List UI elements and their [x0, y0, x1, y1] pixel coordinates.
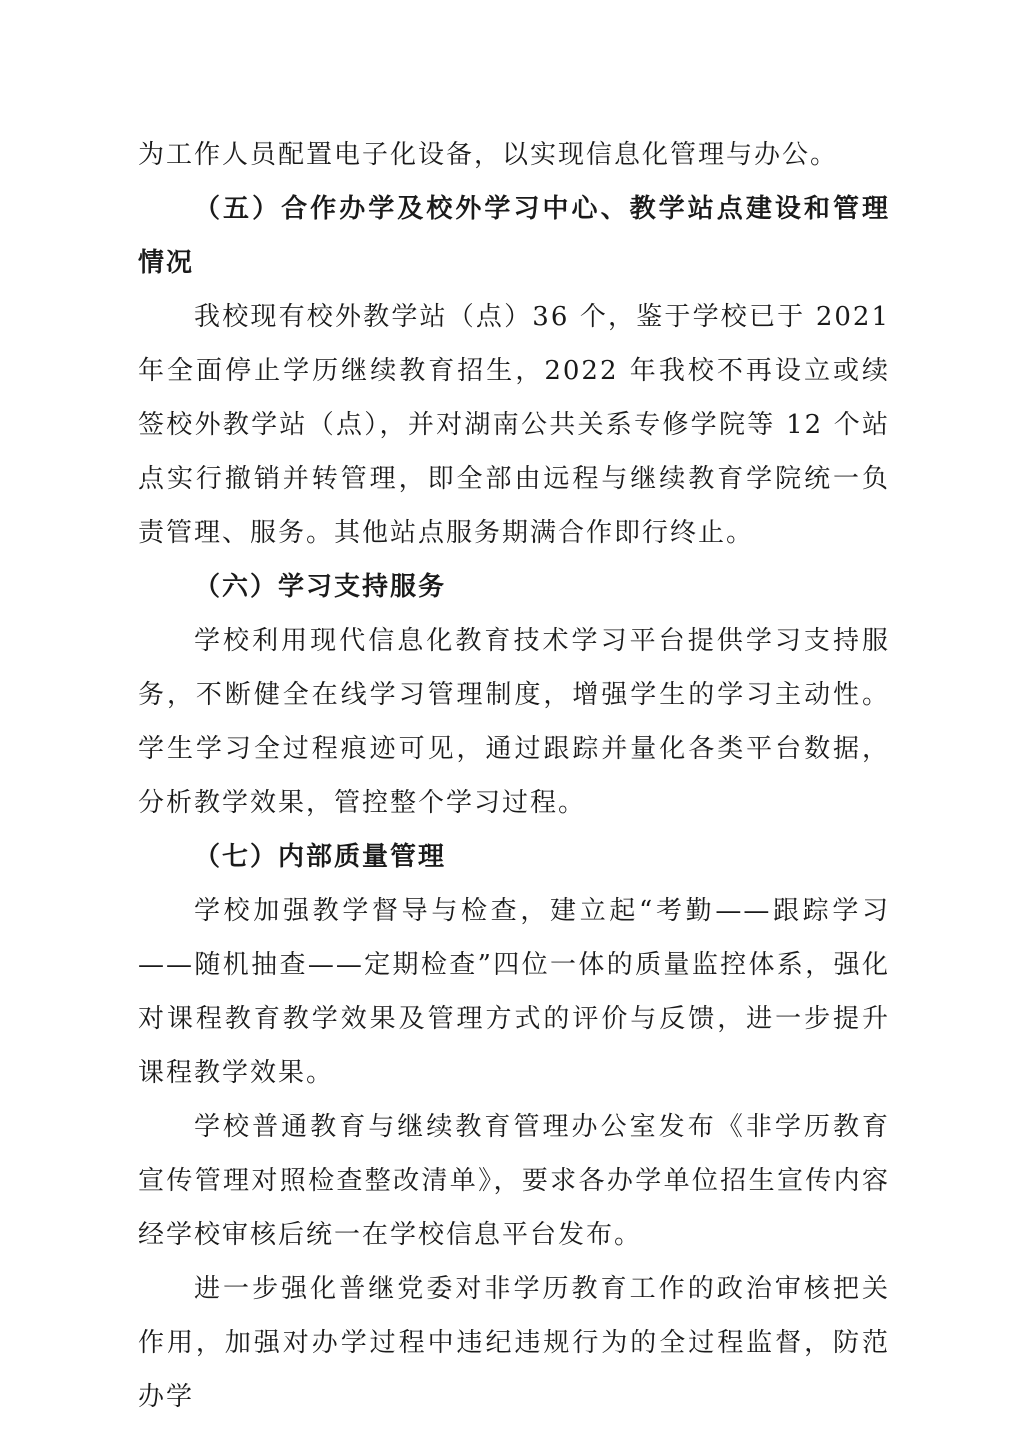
paragraph-teaching-sites: 我校现有校外教学站（点）36 个，鉴于学校已于 2021 年全面停止学历继续教育招生，2022 年我校不再设立或续签校外教学站（点），并对湖南公共关系专修学院等 12 个站点实行撤销并转管理，即全部由远程与继续教育学院统一负责管理、服务。其他站点服务期满合作即行终止。: [138, 302, 890, 548]
paragraph-political-review: 进一步强化普继党委对非学历教育工作的政治审核把关作用，加强对办学过程中违纪违规行为的全过程监督，防范办学: [138, 1274, 890, 1412]
paragraph-continuation: 为工作人员配置电子化设备，以实现信息化管理与办公。: [138, 140, 839, 170]
paragraph-checklist: 学校普通教育与继续教育管理办公室发布《非学历教育宣传管理对照检查整改清单》，要求各办学单位招生宣传内容经学校审核后统一在学校信息平台发布。: [138, 1112, 890, 1250]
document-body: [138, 128, 890, 1424]
paragraph-quality-monitoring: 学校加强教学督导与检查，建立起“考勤——跟踪学习——随机抽查——定期检查”四位一体的质量监控体系，强化对课程教育教学效果及管理方式的评价与反馈，进一步提升课程教学效果。: [138, 896, 890, 1088]
paragraph-learning-support: 学校利用现代信息化教育技术学习平台提供学习支持服务，不断健全在线学习管理制度，增强学生的学习主动性。学生学习全过程痕迹可见，通过跟踪并量化各类平台数据，分析教学效果，管控整个学习过程。: [138, 626, 890, 818]
section-heading-6: （六）学习支持服务: [194, 572, 447, 602]
section-heading-7: （七）内部质量管理: [194, 842, 447, 872]
section-heading-5: （五）合作办学及校外学习中心、教学站点建设和管理情况: [138, 194, 890, 278]
